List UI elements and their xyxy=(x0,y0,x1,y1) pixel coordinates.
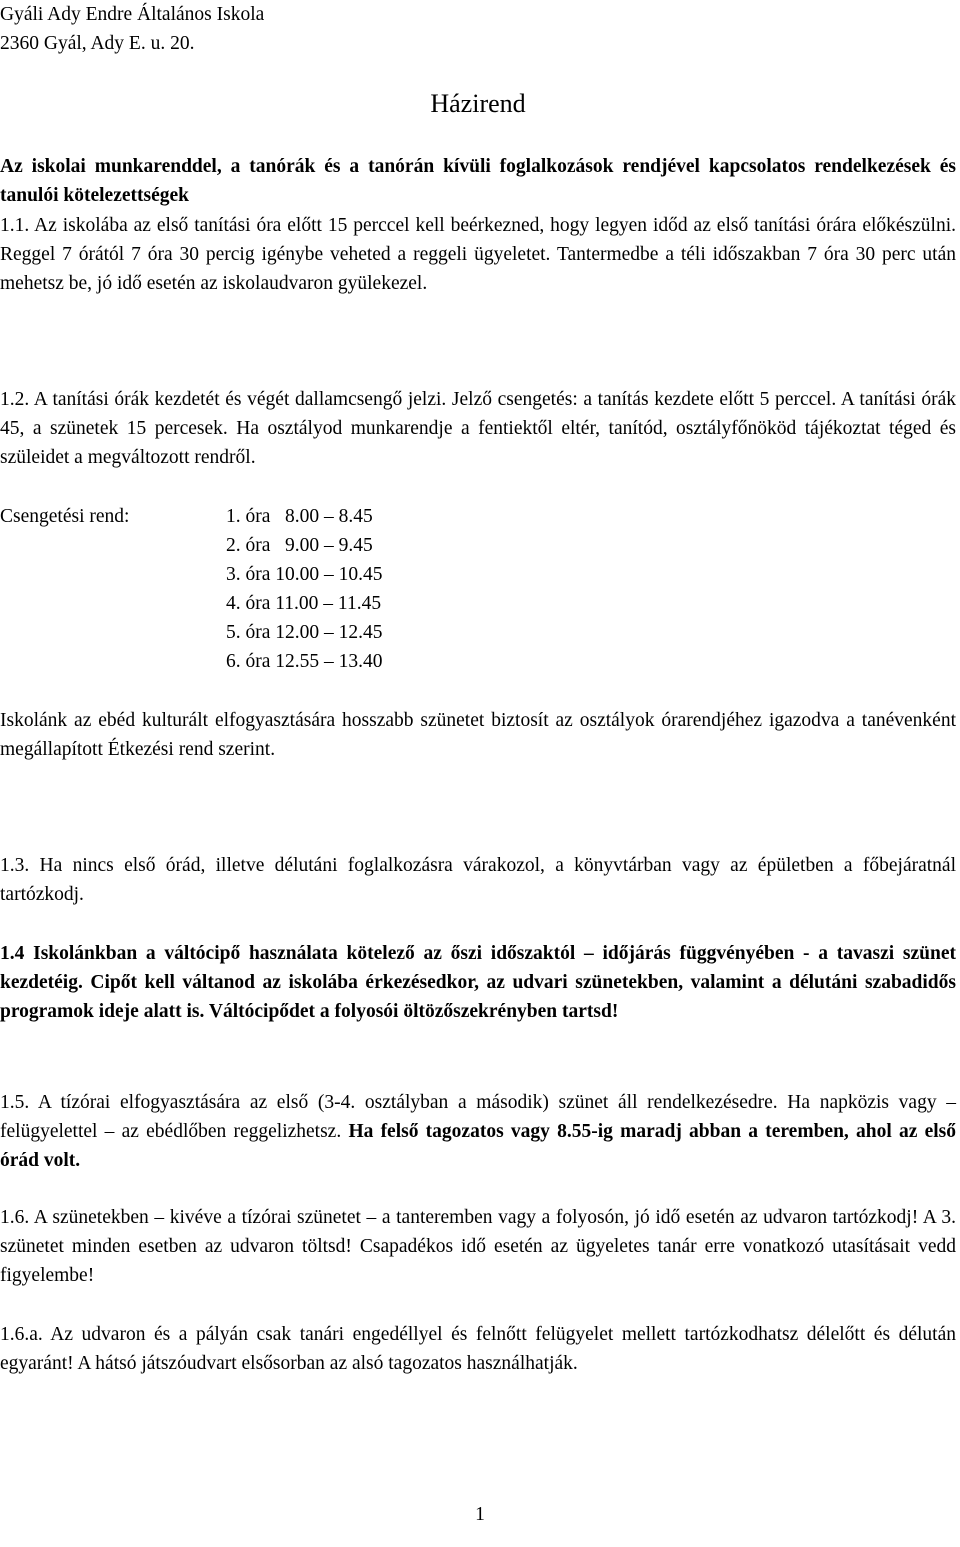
section-1-4: 1.4 Iskolánkban a váltócipő használata kötelező az őszi időszaktól – időjárás függvényében - a tavaszi szünet kezdetéig. Cipőt kell váltanod az iskolába érkezésedkor, az udvari szünetekben, valamint a délutáni szabadidős programok ideje alatt is. Váltócipődet a folyosói öltözőszekrényben tartsd! xyxy=(0,943,956,1022)
document-subtitle: Az iskolai munkarenddel, a tanórák és a tanórán kívüli foglalkozások rendjével kapcsolatos rendelkezések és tanulói kötelezettségek xyxy=(0,156,956,206)
bell-schedule-row: 3. óra 10.00 – 10.45 xyxy=(226,564,383,585)
document-title: Házirend xyxy=(430,89,526,118)
bell-schedule-row: 1. óra 8.00 – 8.45 xyxy=(226,506,373,527)
section-1-5-bold-text: Ha felső tagozatos vagy 8.55-ig maradj abban a teremben, ahol az első órád volt. xyxy=(0,1121,956,1171)
section-1-1: 1.1. Az iskolába az első tanítási óra előtt 15 perccel kell beérkezned, hogy legyen időd az első tanítási órára előkészülni. Reggel 7 órától 7 óra 30 percig igénybe veheted a reggeli ügyeletet. Tantermedbe a téli időszakban 7 óra 30 perc után mehetsz be, jó idő esetén az iskolaudvaron gyülekezel. xyxy=(0,215,956,294)
section-1-5 xyxy=(0,1088,956,1175)
section-1-5-text: 1.5. A tízórai elfogyasztására az első (3-4. osztályban a második) szünet áll rendelkezésedre. Ha napközis vagy – felügyelettel – az ebédlőben reggelizhetsz. xyxy=(0,1092,956,1142)
section-1-6a: 1.6.a. Az udvaron és a pályán csak tanári engedéllyel és felnőtt felügyelet mellett tartózkodhatsz délelőtt és délután egyaránt! A hátsó játszóudvart elsősorban az alsó tagozatos használhatják. xyxy=(0,1324,956,1374)
bell-schedule-label: Csengetési rend: xyxy=(0,506,130,527)
section-1-3: 1.3. Ha nincs első órád, illetve délutáni foglalkozásra várakozol, a könyvtárban vagy az épületben a főbejáratnál tartózkodj. xyxy=(0,855,956,905)
page-number: 1 xyxy=(475,1504,485,1525)
bell-schedule-row: 4. óra 11.00 – 11.45 xyxy=(226,593,382,614)
section-1-6: 1.6. A szünetekben – kivéve a tízórai szünetet – a tanteremben vagy a folyosón, jó idő esetén az udvaron tartózkodj! A 3. szünetet minden esetben az udvaron töltsd! Csapadékos idő esetén az ügyeletes tanár erre vonatkozó utasításait vedd figyelembe! xyxy=(0,1207,956,1286)
bell-schedule-row: 5. óra 12.00 – 12.45 xyxy=(226,622,383,643)
school-name: Gyáli Ady Endre Általános Iskola xyxy=(0,4,265,25)
bell-schedule-row: 6. óra 12.55 – 13.40 xyxy=(226,651,383,672)
section-1-2: 1.2. A tanítási órák kezdetét és végét dallamcsengő jelzi. Jelző csengetés: a tanítás kezdete előtt 5 perccel. A tanítási órák 45, a szünetek 15 percesek. Ha osztályod munkarendje a fentiektől eltér, tanítód, osztályfőnököd tájékoztat téged és szüleidet a megváltozott rendről. xyxy=(0,389,956,468)
bell-schedule xyxy=(0,502,600,682)
lunch-paragraph: Iskolánk az ebéd kulturált elfogyasztására hosszabb szünetet biztosít az osztályok órarendjéhez igazodva a tanévenként megállapított Étkezési rend szerint. xyxy=(0,710,956,760)
school-address: 2360 Gyál, Ady E. u. 20. xyxy=(0,33,195,54)
bell-schedule-row: 2. óra 9.00 – 9.45 xyxy=(226,535,373,556)
